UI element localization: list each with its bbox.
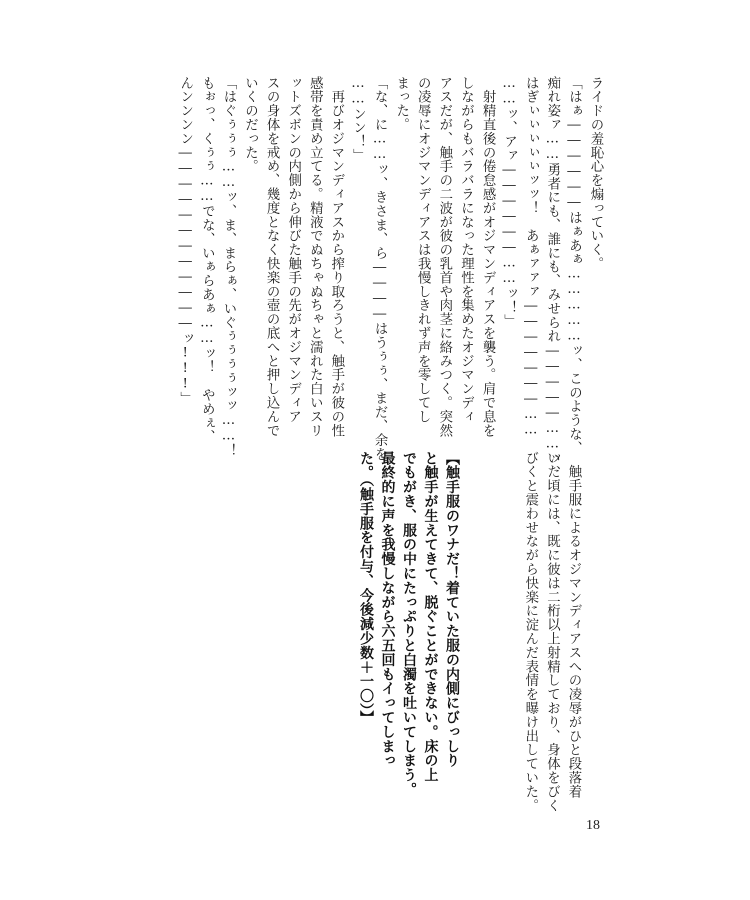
note-line: と触手が生えてきて、脱ぐことができない。床の上 [422, 451, 439, 783]
text-line: 再びオジマンディアスから搾り取ろうと、触手が彼の性 [328, 76, 344, 438]
note-line: 最終的に声を我慢しながら六五回もイってしまっ [379, 451, 396, 768]
text-line: 射精直後の倦怠感がオジマンディアスを襲う。肩で息を [480, 76, 496, 438]
text-line: はぎぃぃぃぃぃッッ！ あぁァァァ―――――――…… [523, 76, 539, 438]
text-line: 「な、に……ッ、きさま、ら――――はうぅぅ、まだ、余を [372, 76, 388, 461]
text-line: 感帯を責め立てる。精液でぬちゃぬちゃと濡れた白いスリ [307, 76, 323, 438]
text-line: しながらもバラバラになった理性を集めたオジマンディ [458, 76, 474, 424]
upper-text-block [174, 76, 606, 480]
text-line: いた頃には、既に彼は二桁以上射精しており、身体をびく [544, 451, 560, 813]
text-line: ライドの羞恥心を煽っていく。 [588, 76, 603, 271]
text-line: ットズボンの内側から伸びた触手の先がオジマンディア [285, 76, 301, 424]
text-line: スの身体を戒め、幾度となく快楽の壺の底へと押し込んで [264, 76, 280, 438]
bold-note-block [355, 451, 463, 796]
note-line: でもがき、服の中にたっぷりと白濁を吐いてしまう。 [401, 451, 417, 797]
text-line: アスだが、触手の二波が彼の乳首や肉茎に絡みつく。突然 [436, 76, 452, 438]
text-line: もぉっ、くぅぅ……でな、いぁらあぁ……ッ！ やめぇ、 [199, 76, 215, 444]
page-number: 18 [586, 818, 600, 833]
text-line: まった。 [393, 76, 409, 132]
note-line: た。（触手服を付与、今後減少数＋一〇）】 [358, 451, 374, 725]
text-line: びくと震わせながら快楽に淀んだ表情を曝け出していた。 [522, 451, 538, 813]
text-line: いくのだった。 [242, 76, 258, 174]
text-line: 「はぁ――――――はぁあぁ……………ッ、このような、 [566, 76, 582, 455]
note-line: 【触手服のワナだ！着ていた服の内側にびっしり [444, 451, 460, 768]
text-line: んンンンン――――――――――――ッ!!!」 [177, 76, 193, 406]
lower-text-block [519, 451, 584, 813]
text-line: 痴れ姿ァ……勇者にも、誰にも、みせられ―――――……ッ、 [544, 76, 560, 480]
text-line: 「はぐぅぅぅ……ッ、ま、まらぁ、いぐぅぅぅぅッッ……！ [220, 76, 236, 458]
text-line: ……ンン！」 [350, 76, 366, 163]
text-line: の凌辱にオジマンディアスは我慢しきれず声を零してし [415, 76, 431, 424]
text-line: 触手服によるオジマンディアスへの凌辱がひと段落着 [566, 451, 581, 799]
text-line: ……ッ、アァ――――――……ッ！」 [501, 76, 517, 329]
